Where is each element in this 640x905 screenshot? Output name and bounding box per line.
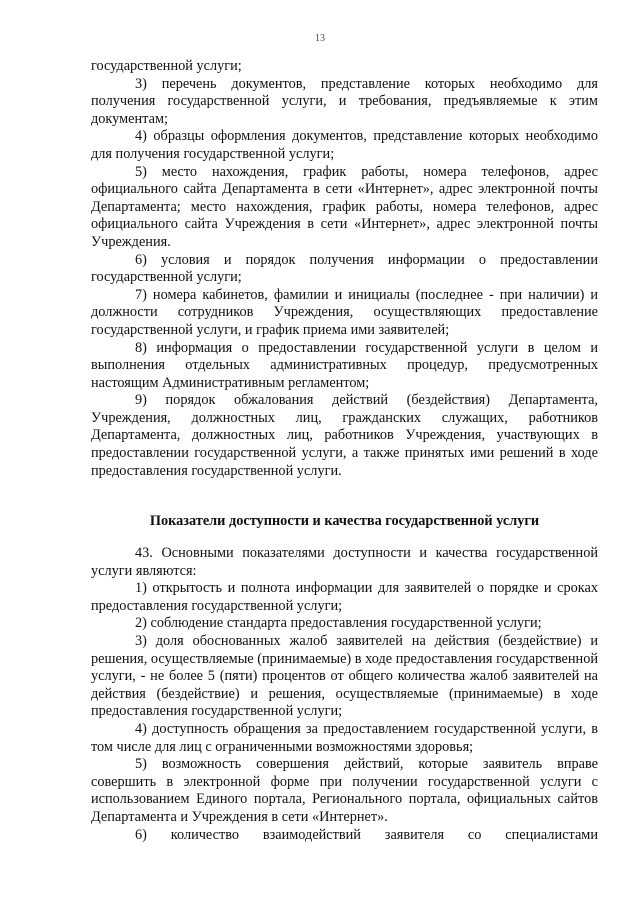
paragraph: 8) информация о предоставлении государственной услуги в целом и выполнения отдельных административных процедур, предусмотренных настоящим Административным регламентом; — [91, 339, 598, 391]
bottom-text-block — [91, 545, 598, 844]
paragraph: 1) открытость и полнота информации для заявителей о порядке и сроках предоставления государственной услуги; — [91, 580, 598, 614]
paragraph: 3) доля обоснованных жалоб заявителей на действия (бездействие) и решения, осуществляемые (принимаемые) в ходе предоставления государственной услуги, - не более 5 (пяти) процентов от общего количества жалоб заявителей на действия (бездействие) и решения, осуществляемые (принимаемые) в ходе предоставления государственной услуги; — [91, 632, 598, 720]
paragraph: 43. Основными показателями доступности и качества государственной услуги являются: — [91, 545, 598, 579]
top-text-block — [91, 58, 598, 480]
paragraph: государственной услуги; — [91, 58, 242, 74]
paragraph: 7) номера кабинетов, фамилии и инициалы (последнее - при наличии) и должности сотрудников Учреждения, осуществляющих предоставление государственной услуги, и график приема ими заявителей; — [91, 286, 598, 338]
paragraph: 6) количество взаимодействий заявителя со специалистами — [135, 826, 598, 843]
paragraph: 4) доступность обращения за предоставлением государственной услуги, в том числе для лиц с ограниченными возможностями здоровья; — [91, 720, 598, 755]
paragraph: 2) соблюдение стандарта предоставления государственной услуги; — [135, 615, 542, 632]
page-number: 13 — [315, 33, 325, 44]
paragraph: 5) место нахождения, график работы, номера телефонов, адрес официального сайта Департамента в сети «Интернет», адрес электронной почты Департамента; место нахождения, график работы, номера телефонов, адрес официального сайта Учреждения в сети «Интернет», адрес электронной почты Учреждения. — [91, 163, 598, 250]
paragraph: 9) порядок обжалования действий (бездействия) Департамента, Учреждения, должностных лиц, гражданских служащих, работников Департамента, должностных лиц, работников Учреждения, участвующих в предоставлении государственной услуги, а также принятых ими решений в ходе предоставления государственной услуги. — [91, 392, 598, 479]
paragraph: 4) образцы оформления документов, представление которых необходимо для получения государственной услуги; — [91, 128, 598, 162]
section-heading: Показатели доступности и качества государственной услуги — [149, 513, 540, 529]
paragraph: 6) условия и порядок получения информации о предоставлении государственной услуги; — [91, 251, 598, 286]
paragraph: 5) возможность совершения действий, которые заявитель вправе совершить в электронной форме при получении государственной услуги с использованием Единого портала, Регионального портала, официальных сайтов Департамента и Учреждения в сети «Интернет». — [91, 756, 598, 825]
paragraph: 3) перечень документов, представление которых необходимо для получения государственной услуги, и требования, предъявляемые к этим документам; — [91, 75, 598, 127]
